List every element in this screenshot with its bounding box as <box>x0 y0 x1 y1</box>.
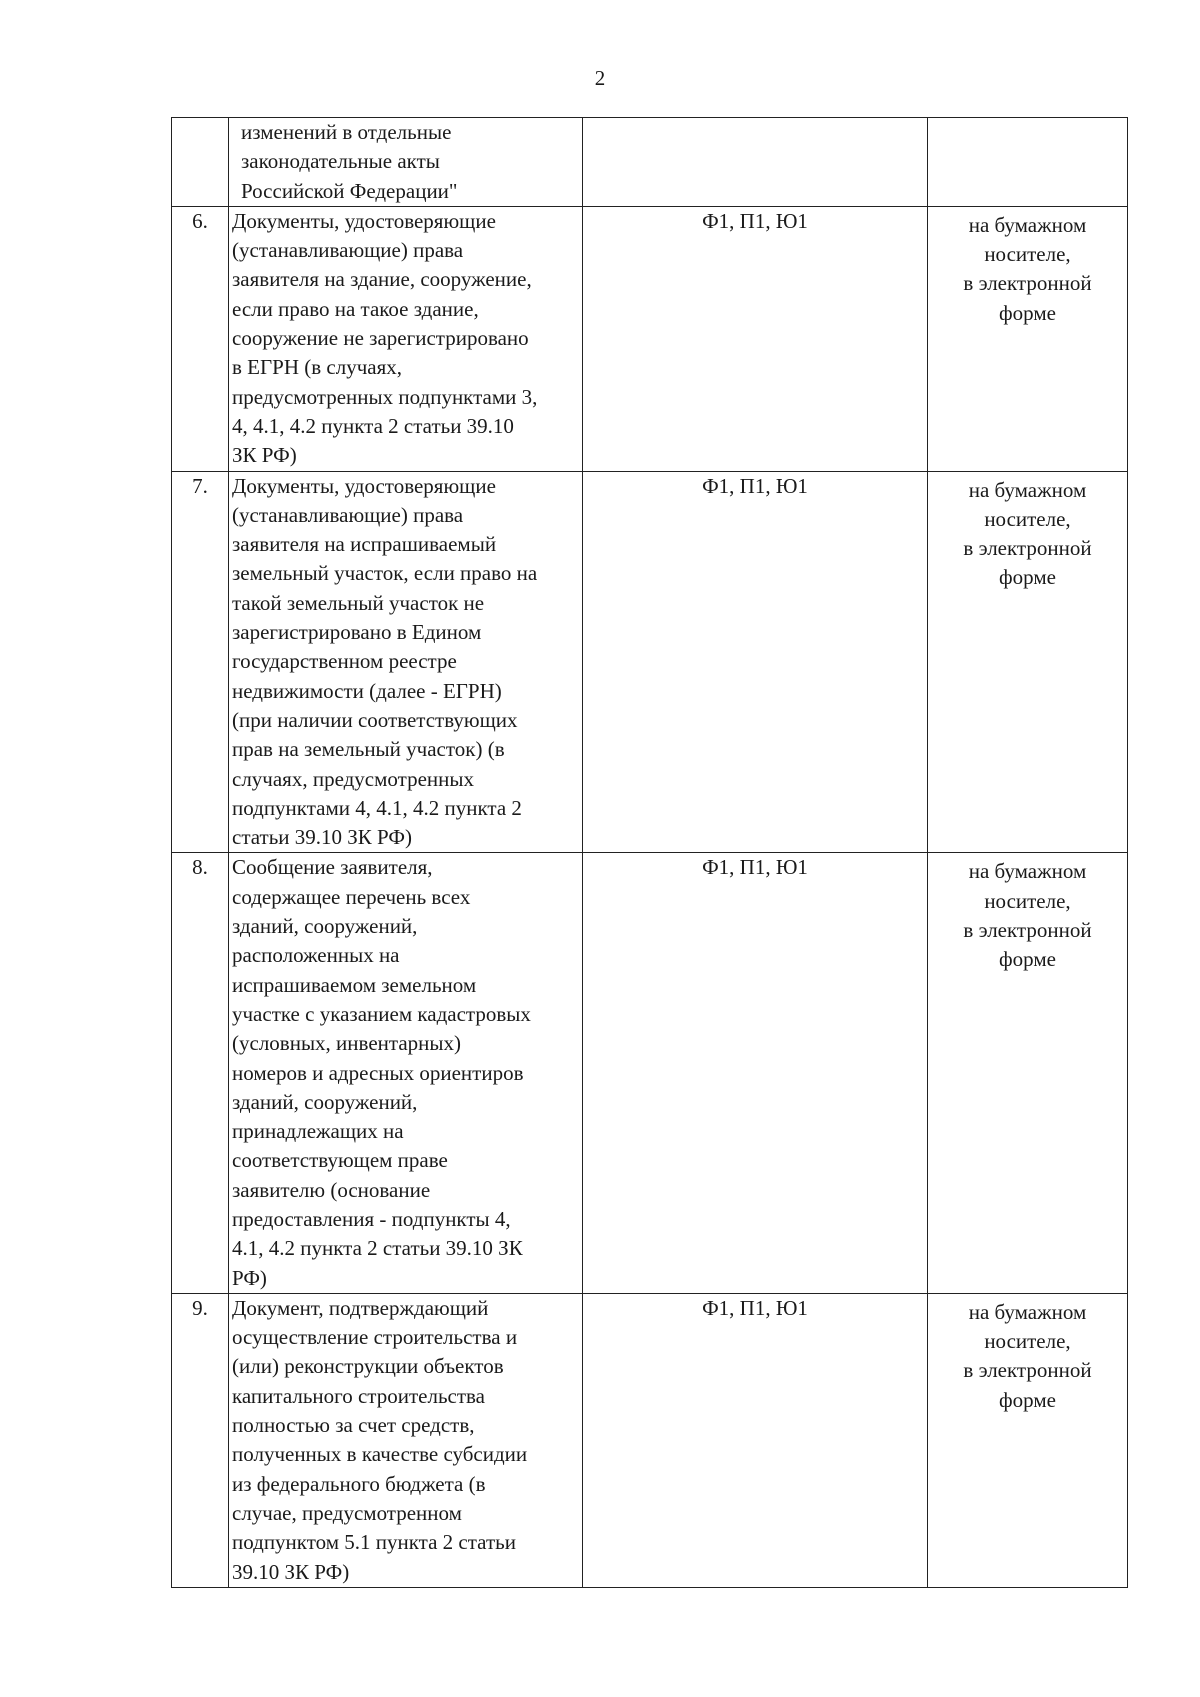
document-description-line: ЗК РФ) <box>232 443 297 468</box>
documents-table-body <box>172 118 1128 1588</box>
document-description-line: подпунктами 4, 4.1, 4.2 пункта 2 <box>232 795 522 820</box>
submission-form-line: форме <box>999 947 1056 972</box>
document-description-line: Документы, удостоверяющие <box>232 208 496 233</box>
document-description <box>229 206 583 471</box>
document-description-line: статьи 39.10 ЗК РФ) <box>232 825 412 850</box>
table-row <box>172 118 1128 207</box>
document-description-line: Документ, подтверждающий <box>232 1295 489 1320</box>
document-description-line: полностью за счет средств, <box>232 1413 475 1438</box>
submission-form-line: в электронной <box>963 536 1092 561</box>
document-description-line: подпунктом 5.1 пункта 2 статьи <box>232 1530 516 1555</box>
document-description <box>229 471 583 853</box>
document-description-line: государственном реестре <box>232 649 457 674</box>
submission-form-line: носителе, <box>984 242 1071 267</box>
document-description-line: полученных в качестве субсидии <box>232 1442 528 1467</box>
document-description-line: Российской Федерации" <box>241 178 458 203</box>
submission-form-line: в электронной <box>963 271 1092 296</box>
table-row <box>172 853 1128 1293</box>
document-description-line: испрашиваемом земельном <box>232 972 477 997</box>
document-description-line: предусмотренных подпунктами 3, <box>232 384 538 409</box>
submission-form-line: на бумажном <box>968 1299 1087 1324</box>
document-description-line: соответствующем праве <box>232 1148 448 1173</box>
document-description-line: 4, 4.1, 4.2 пункта 2 статьи 39.10 <box>232 413 514 438</box>
document-description-line: заявителя на испрашиваемый <box>232 532 497 557</box>
document-description-line: зданий, сооружений, <box>232 1089 418 1114</box>
submission-form-line: носителе, <box>984 888 1071 913</box>
applicant-categories: Ф1, П1, Ю1 <box>583 471 928 853</box>
applicant-categories <box>583 118 928 207</box>
submission-form <box>928 118 1128 207</box>
document-description-line: случае, предусмотренном <box>232 1500 462 1525</box>
document-description-line: принадлежащих на <box>232 1119 404 1144</box>
document-description-line: заявителя на здание, сооружение, <box>232 267 532 292</box>
row-number <box>172 118 229 207</box>
document-description-line: РФ) <box>232 1265 267 1290</box>
document-description <box>229 853 583 1293</box>
document-description-line: капитального строительства <box>232 1383 485 1408</box>
document-description-line: (условных, инвентарных) <box>232 1031 461 1056</box>
submission-form-line: носителе, <box>984 1329 1071 1354</box>
document-description-line: недвижимости (далее - ЕГРН) <box>232 678 502 703</box>
submission-form-line: носителе, <box>984 506 1071 531</box>
document-description-line: Сообщение заявителя, <box>232 855 433 880</box>
row-number: 7. <box>172 471 229 853</box>
applicant-categories: Ф1, П1, Ю1 <box>583 1293 928 1587</box>
submission-form-line: форме <box>999 1387 1056 1412</box>
applicant-categories: Ф1, П1, Ю1 <box>583 853 928 1293</box>
document-description-line: Документы, удостоверяющие <box>232 473 496 498</box>
submission-form-line: в электронной <box>963 918 1092 943</box>
row-number: 8. <box>172 853 229 1293</box>
document-description-line: участке с указанием кадастровых <box>232 1001 531 1026</box>
page-number: 2 <box>594 66 606 90</box>
submission-form-line: в электронной <box>963 1358 1092 1383</box>
document-description-line: сооружение не зарегистрировано <box>232 326 529 351</box>
document-description-line: земельный участок, если право на <box>232 561 538 586</box>
applicant-categories: Ф1, П1, Ю1 <box>583 206 928 471</box>
document-description-line: предоставления - подпункты 4, <box>232 1206 511 1231</box>
submission-form-line: на бумажном <box>968 859 1087 884</box>
document-description-line: 4.1, 4.2 пункта 2 статьи 39.10 ЗК <box>232 1236 523 1261</box>
document-description <box>229 118 583 207</box>
document-description-line: зданий, сооружений, <box>232 914 418 939</box>
document-description-line: изменений в отдельные <box>241 120 452 144</box>
document-description-line: (при наличии соответствующих <box>232 707 518 732</box>
row-number: 6. <box>172 206 229 471</box>
document-description-line: в ЕГРН (в случаях, <box>232 355 402 380</box>
table-row <box>172 206 1128 471</box>
document-description <box>229 1293 583 1587</box>
document-description-line: (устанавливающие) права <box>232 502 464 527</box>
document-description-line: осуществление строительства и <box>232 1325 518 1350</box>
document-description-line: законодательные акты <box>241 149 440 174</box>
submission-form <box>928 1293 1128 1587</box>
document-description-line: 39.10 ЗК РФ) <box>232 1559 350 1584</box>
submission-form-line: форме <box>999 300 1056 325</box>
document-description-line: случаях, предусмотренных <box>232 766 474 791</box>
document-description-line: расположенных на <box>232 943 400 968</box>
document-description-line: зарегистрировано в Едином <box>232 620 482 645</box>
submission-form <box>928 471 1128 853</box>
submission-form <box>928 853 1128 1293</box>
table-row <box>172 471 1128 853</box>
document-description-line: такой земельный участок не <box>232 590 485 615</box>
document-description-line: содержащее перечень всех <box>232 884 471 909</box>
document-description-line: (или) реконструкции объектов <box>232 1354 504 1379</box>
submission-form <box>928 206 1128 471</box>
document-description-line: заявителю (основание <box>232 1177 431 1202</box>
document-description-line: (устанавливающие) права <box>232 238 464 263</box>
table-row <box>172 1293 1128 1587</box>
submission-form-line: форме <box>999 565 1056 590</box>
submission-form-line: на бумажном <box>968 477 1087 502</box>
documents-table <box>171 117 1128 1588</box>
document-description-line: если право на такое здание, <box>232 296 479 321</box>
document-description-line: из федерального бюджета (в <box>232 1471 486 1496</box>
submission-form-line: на бумажном <box>968 212 1087 237</box>
row-number: 9. <box>172 1293 229 1587</box>
document-description-line: прав на земельный участок) (в <box>232 737 505 762</box>
document-description-line: номеров и адресных ориентиров <box>232 1060 524 1085</box>
